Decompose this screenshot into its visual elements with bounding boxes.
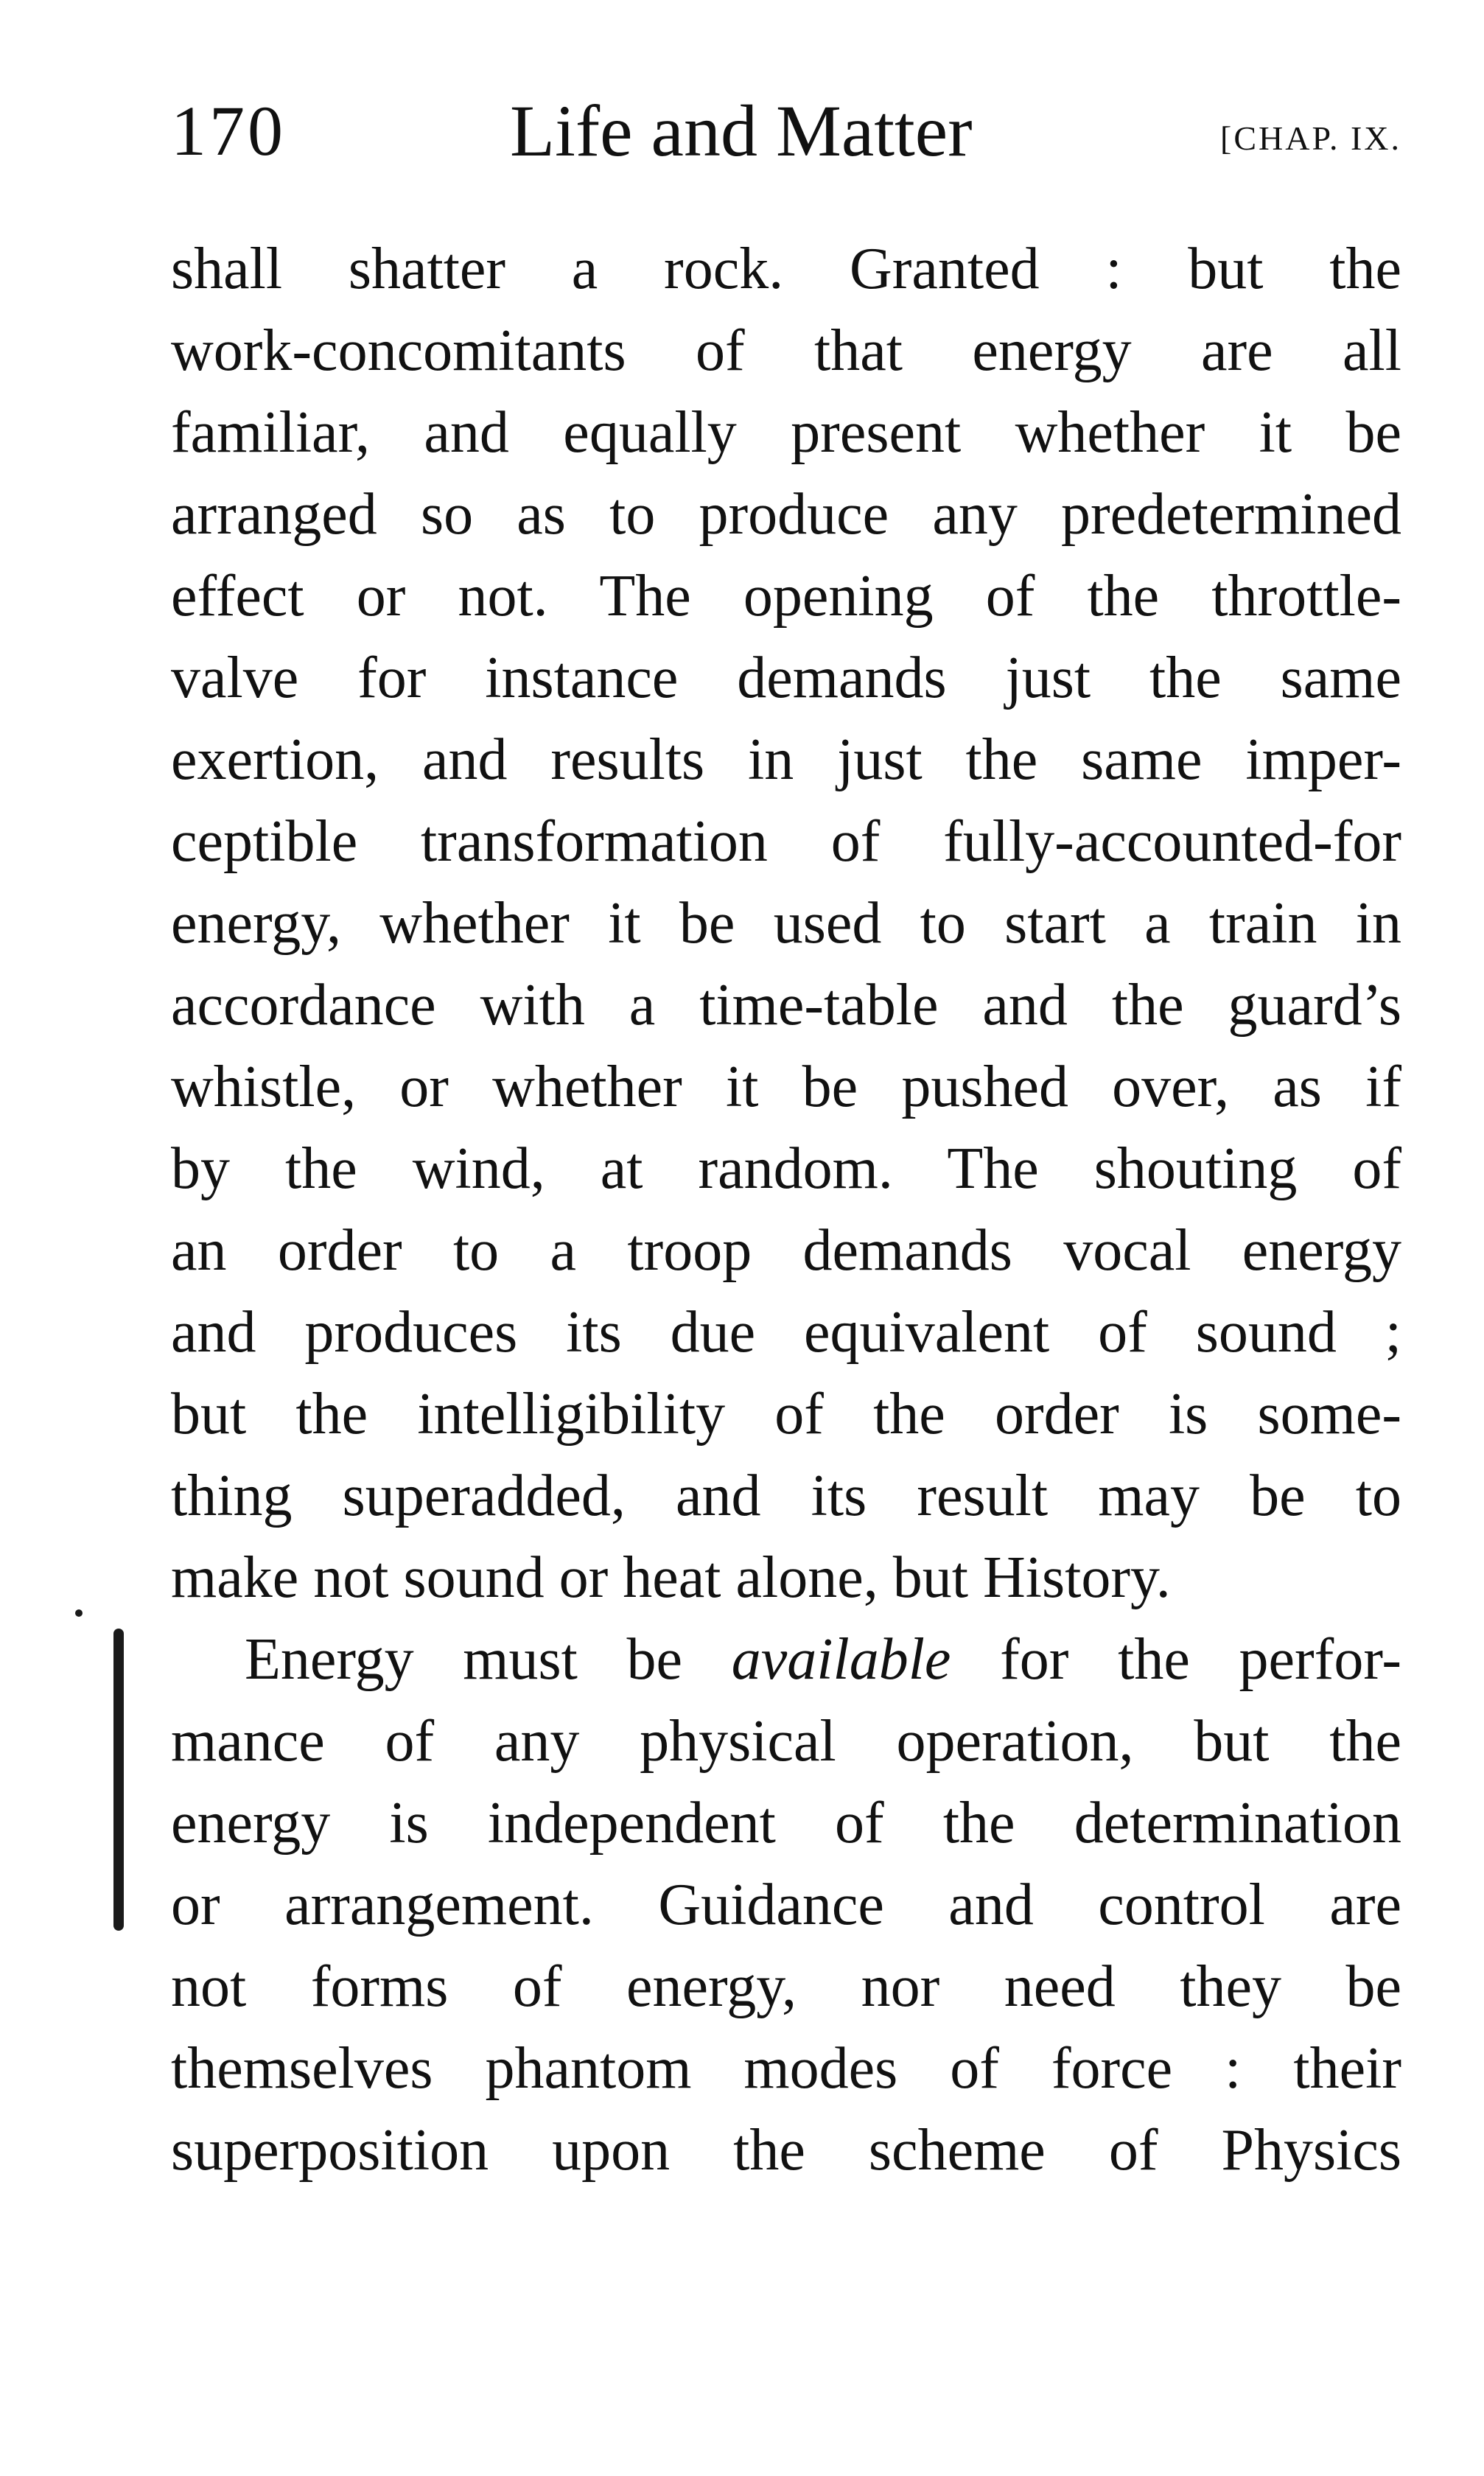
running-title: Life and Matter <box>510 90 973 172</box>
text-line: thing superadded, and its result may be to <box>171 1463 1401 1528</box>
text-line: work-concomitants of that energy are all <box>171 318 1401 383</box>
text-line: an order to a troop demands vocal energy <box>171 1218 1401 1283</box>
text-line: and produces its due equivalent of sound ; <box>171 1300 1401 1365</box>
text-line: themselves phantom modes of force : their <box>171 2036 1401 2101</box>
text-fragment: for the perfor- <box>951 1627 1401 1692</box>
text-line: exertion, and results in just the same imper- <box>171 727 1401 792</box>
text-line: energy, whether it be used to start a train in <box>171 891 1401 956</box>
margin-pencil-mark <box>113 1629 124 1931</box>
text-line: not forms of energy, nor need they be <box>171 1954 1401 2019</box>
text-line: mance of any physical operation, but the <box>171 1709 1401 1774</box>
text-line: shall shatter a rock. Granted : but the <box>171 237 1401 301</box>
emphasized-word: available <box>731 1627 951 1692</box>
body-text <box>171 228 1401 2192</box>
text-line: effect or not. The opening of the throttle- <box>171 564 1401 629</box>
running-head <box>171 87 1401 175</box>
text-line: arranged so as to produce any predetermined <box>171 482 1401 547</box>
margin-dot <box>75 1609 83 1617</box>
chapter-reference: [CHAP. IX. <box>1220 119 1401 157</box>
page-number: 170 <box>171 91 286 170</box>
text-line: make not sound or heat alone, but History. <box>171 1545 1171 1610</box>
text-line: valve for instance demands just the same <box>171 646 1401 710</box>
text-line: or arrangement. Guidance and control are <box>171 1872 1401 1937</box>
text-line: energy is independent of the determination <box>171 1791 1401 1856</box>
paragraph-first-line <box>171 1619 1401 1701</box>
text-line: ceptible transformation of fully-accounted-for <box>171 809 1401 874</box>
text-line: familiar, and equally present whether it be <box>171 400 1401 465</box>
text-line: whistle, or whether it be pushed over, as if <box>171 1055 1401 1119</box>
text-line: but the intelligibility of the order is some- <box>171 1382 1401 1447</box>
text-line: accordance with a time-table and the guard’s <box>171 973 1401 1038</box>
text-line: by the wind, at random. The shouting of <box>171 1136 1401 1201</box>
text-fragment: Energy must be <box>245 1627 732 1692</box>
text-line: superposition upon the scheme of Physics <box>171 2118 1401 2183</box>
